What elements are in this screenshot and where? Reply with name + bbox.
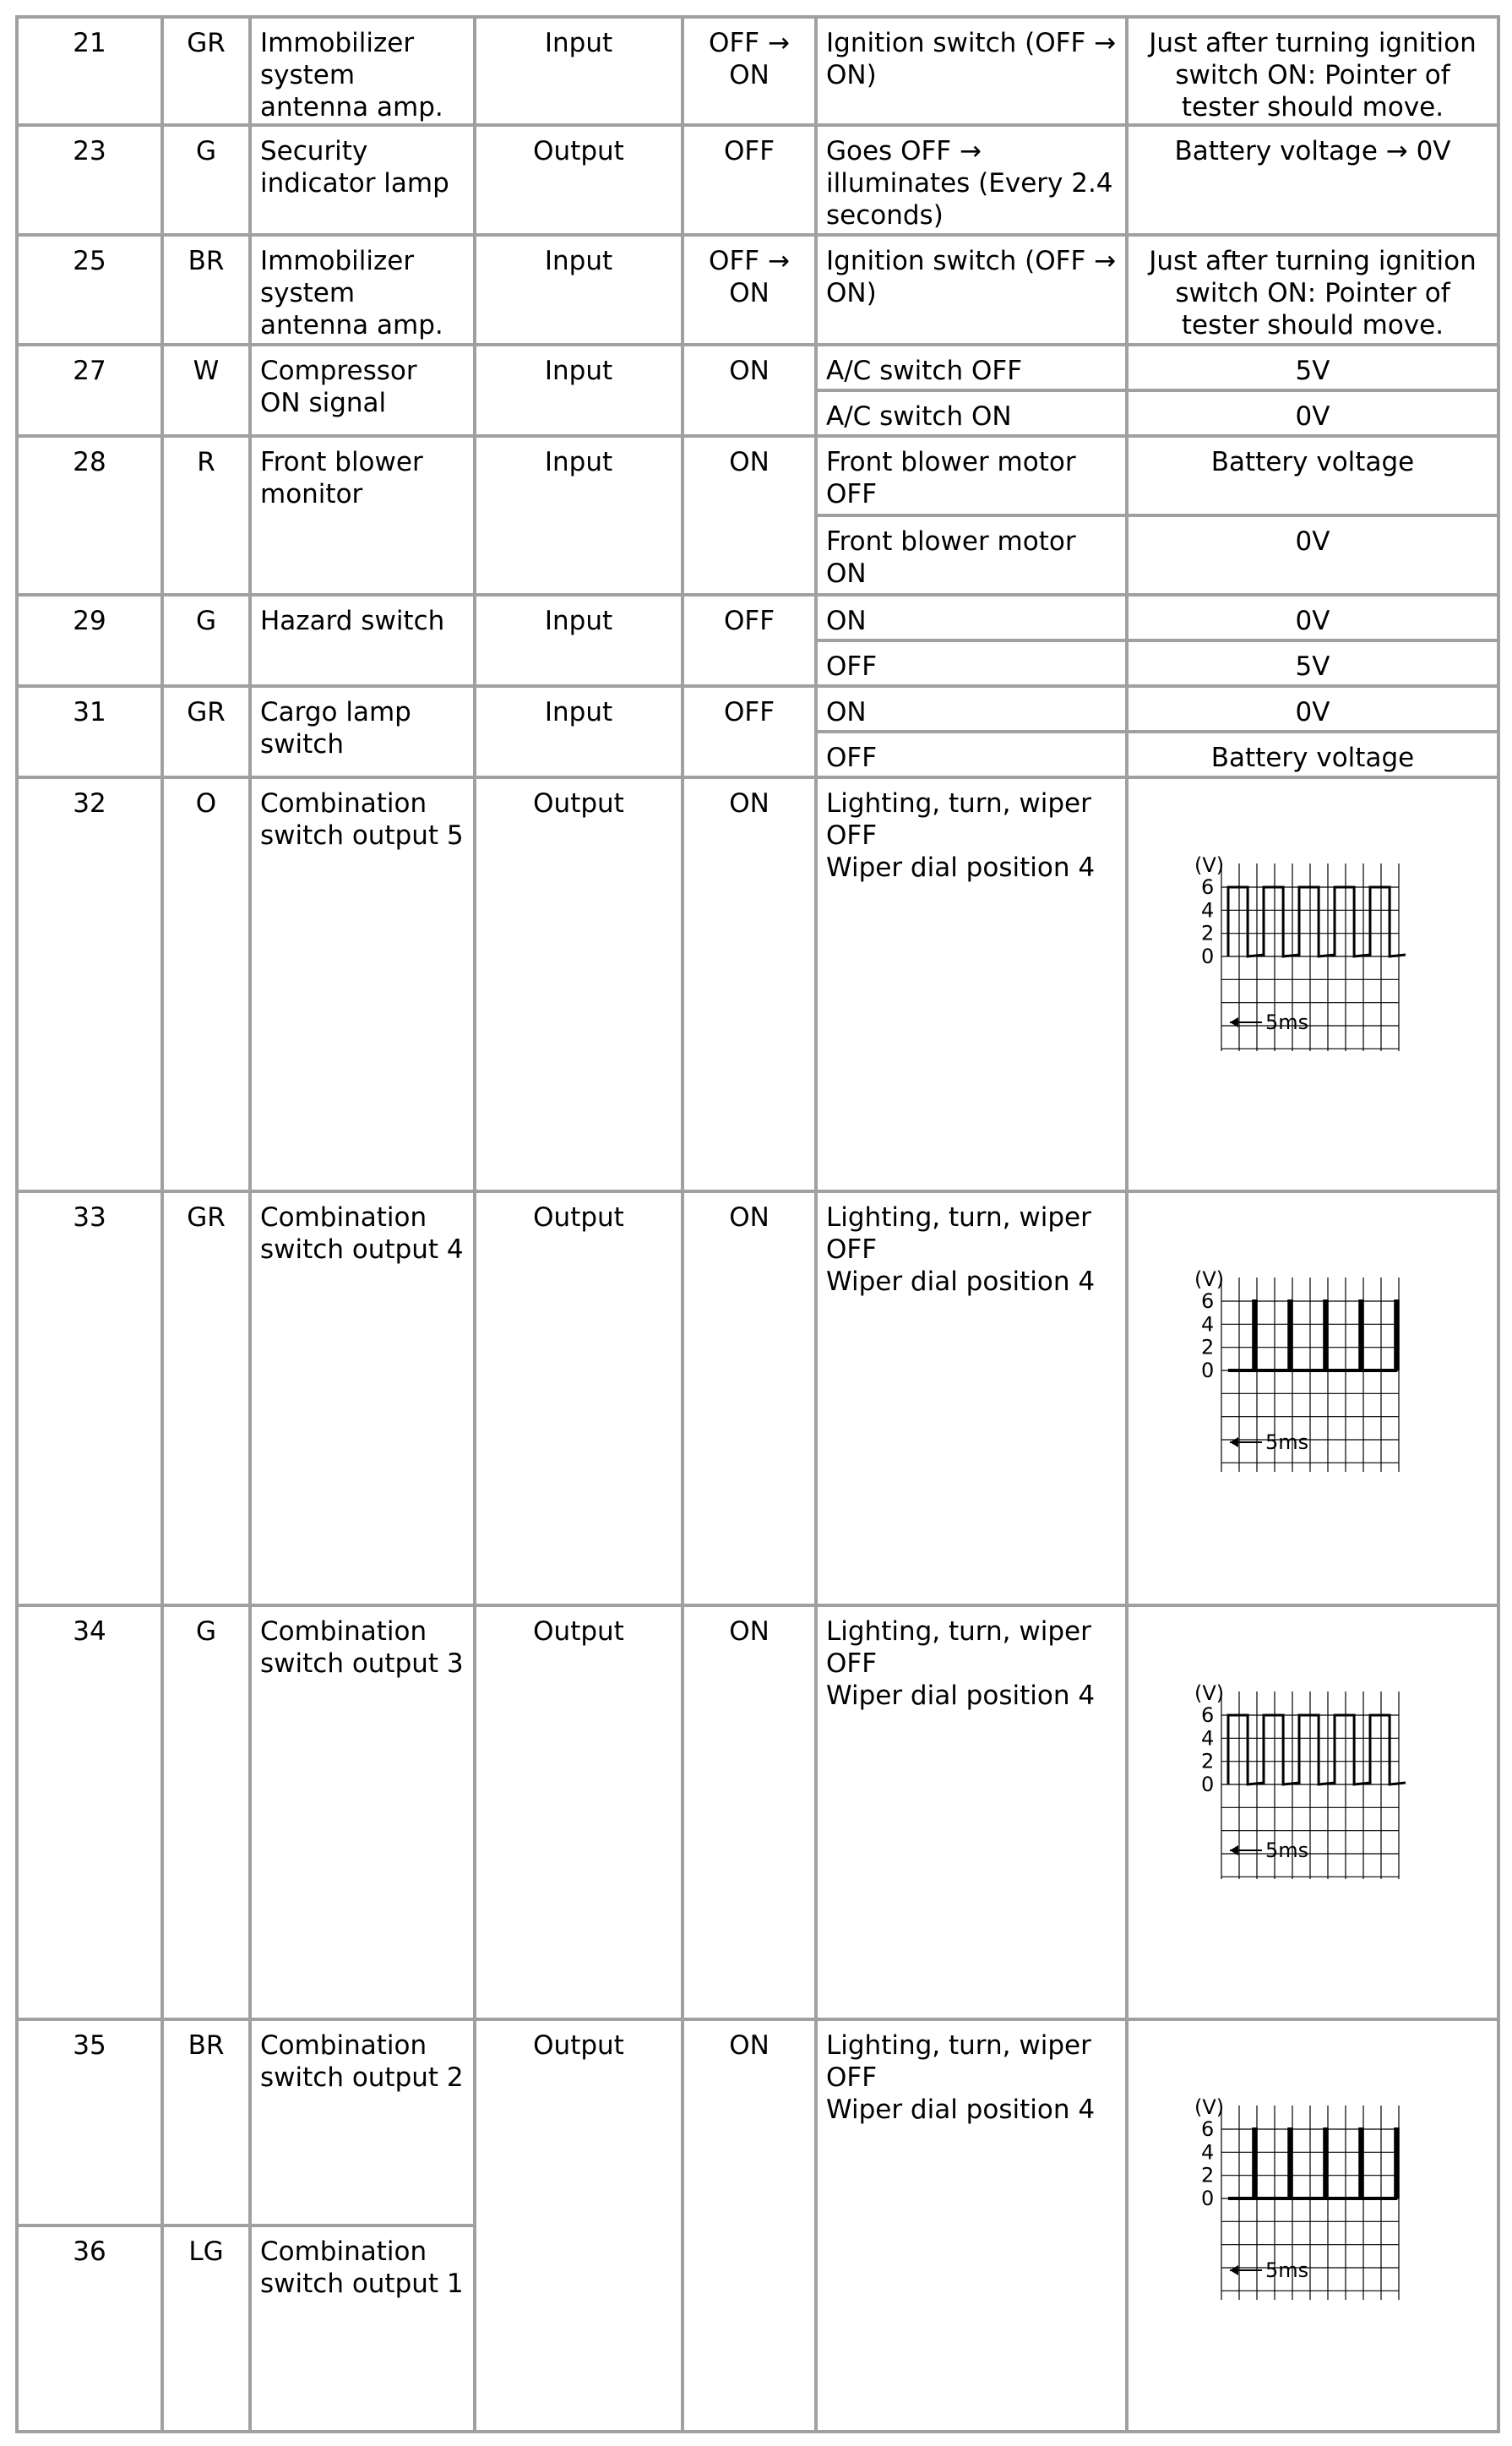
item-cell: Security indicator lamp [248, 123, 476, 237]
terminal-cell: 32 [15, 776, 164, 1193]
condition-cell: Goes OFF → illuminates (Every 2.4 seconds) [814, 123, 1129, 237]
value-cell: 5V [1125, 343, 1500, 392]
terminal-cell: 33 [15, 1190, 164, 1607]
waveform-cell [1125, 1190, 1500, 1607]
y-tick-label: 0 [1201, 1773, 1215, 1796]
ignition-cell: OFF → ON [681, 233, 818, 346]
ignition-cell: ON [681, 1604, 818, 2021]
condition-line: Lighting, turn, wiper OFF [826, 1616, 1091, 1679]
y-tick-label: 6 [1201, 1289, 1215, 1313]
waveform-plot [1188, 2097, 1407, 2308]
y-unit-label: (V) [1194, 855, 1225, 877]
condition-cell: Ignition switch (OFF → ON) [814, 15, 1129, 127]
y-tick-label: 4 [1201, 1312, 1215, 1337]
condition-line: Wiper dial position 4 [826, 1267, 1096, 1297]
value-cell: 5V [1125, 639, 1500, 688]
condition-line: Lighting, turn, wiper OFF [826, 788, 1091, 851]
wire-color-cell: LG [160, 2224, 252, 2433]
time-scale-label: 5ms [1265, 1011, 1309, 1034]
item-cell: Combination switch output 5 [248, 776, 476, 1193]
wire-color-cell: BR [160, 233, 252, 346]
y-tick-label: 6 [1201, 875, 1215, 899]
ignition-cell: OFF [681, 123, 818, 237]
y-tick-label: 0 [1201, 2187, 1215, 2210]
terminal-cell: 34 [15, 1604, 164, 2021]
terminal-cell: 36 [15, 2224, 164, 2433]
terminal-cell: 21 [15, 15, 164, 127]
y-tick-label: 2 [1201, 1335, 1215, 1359]
time-scale-label: 5ms [1265, 1430, 1309, 1454]
signal-cell: Input [473, 434, 684, 597]
terminal-cell: 29 [15, 593, 164, 688]
y-tick-label: 4 [1201, 2140, 1215, 2165]
condition-cell: Front blower motor OFF [814, 434, 1129, 517]
condition-line: Wiper dial position 4 [826, 853, 1096, 883]
wire-color-cell: W [160, 343, 252, 438]
ignition-cell: OFF [681, 593, 818, 688]
signal-cell: Input [473, 593, 684, 688]
value-cell: Just after turning ignition switch ON: Pointer of tester should move. [1125, 233, 1500, 346]
waveform-trace [1228, 1715, 1406, 1784]
time-scale-label: 5ms [1265, 1839, 1309, 1862]
signal-cell: Input [473, 233, 684, 346]
signal-cell: Input [473, 343, 684, 438]
terminal-cell: 28 [15, 434, 164, 597]
value-cell: Just after turning ignition switch ON: Pointer of tester should move. [1125, 15, 1500, 127]
condition-line: Wiper dial position 4 [826, 1681, 1096, 1711]
item-cell: Immobilizer system antenna amp. [248, 15, 476, 127]
signal-cell: Output [473, 123, 684, 237]
signal-cell: Output [473, 776, 684, 1193]
terminal-cell: 35 [15, 2018, 164, 2227]
item-cell: Cargo lamp switch [248, 684, 476, 779]
value-cell: 0V [1125, 684, 1500, 733]
item-cell: Immobilizer system antenna amp. [248, 233, 476, 346]
condition-cell: OFF [814, 639, 1129, 688]
wire-color-cell: GR [160, 15, 252, 127]
condition-cell [814, 1604, 1129, 2021]
terminal-cell: 25 [15, 233, 164, 346]
ignition-cell: ON [681, 2018, 818, 2433]
ignition-cell: ON [681, 1190, 818, 1607]
ignition-cell: OFF → ON [681, 15, 818, 127]
value-cell: Battery voltage [1125, 730, 1500, 779]
ignition-cell: ON [681, 343, 818, 438]
signal-cell: Output [473, 2018, 684, 2433]
y-tick-label: 6 [1201, 2117, 1215, 2141]
y-tick-label: 2 [1201, 921, 1215, 945]
waveform-cell [1125, 1604, 1500, 2021]
wire-color-cell: R [160, 434, 252, 597]
wire-color-cell: GR [160, 684, 252, 779]
condition-cell: Ignition switch (OFF → ON) [814, 233, 1129, 346]
condition-cell [814, 1190, 1129, 1607]
value-cell: 0V [1125, 514, 1500, 597]
time-scale-arrowhead [1230, 1437, 1238, 1447]
item-cell: Hazard switch [248, 593, 476, 688]
item-cell: Compressor ON signal [248, 343, 476, 438]
wire-color-cell: G [160, 593, 252, 688]
ignition-cell: OFF [681, 684, 818, 779]
wire-color-cell: G [160, 1604, 252, 2021]
signal-cell: Input [473, 15, 684, 127]
y-tick-label: 2 [1201, 2163, 1215, 2187]
condition-cell: A/C switch OFF [814, 343, 1129, 392]
waveform-plot [1188, 855, 1407, 1058]
value-cell: 0V [1125, 389, 1500, 438]
wire-color-cell: G [160, 123, 252, 237]
terminal-cell: 27 [15, 343, 164, 438]
wire-color-cell: GR [160, 1190, 252, 1607]
waveform-trace [1228, 1301, 1398, 1370]
item-cell: Combination switch output 4 [248, 1190, 476, 1607]
condition-cell [814, 2018, 1129, 2433]
item-cell: Combination switch output 1 [248, 2224, 476, 2433]
signal-cell: Input [473, 684, 684, 779]
waveform-trace [1228, 887, 1406, 956]
y-unit-label: (V) [1194, 1269, 1225, 1291]
y-unit-label: (V) [1194, 1683, 1225, 1705]
terminal-cell: 23 [15, 123, 164, 237]
signal-cell: Output [473, 1190, 684, 1607]
y-tick-label: 4 [1201, 1726, 1215, 1751]
waveform-plot [1188, 1683, 1407, 1886]
condition-line: Lighting, turn, wiper OFF [826, 1202, 1091, 1265]
wire-color-cell: O [160, 776, 252, 1193]
value-cell: Battery voltage → 0V [1125, 123, 1500, 237]
ignition-cell: ON [681, 776, 818, 1193]
y-tick-label: 2 [1201, 1749, 1215, 1773]
time-scale-arrowhead [1230, 2265, 1238, 2275]
signal-cell: Output [473, 1604, 684, 2021]
y-tick-label: 0 [1201, 1359, 1215, 1382]
waveform-trace [1228, 2129, 1398, 2198]
condition-line: Wiper dial position 4 [826, 2095, 1096, 2125]
terminal-cell: 31 [15, 684, 164, 779]
condition-cell: Front blower motor ON [814, 514, 1129, 597]
y-unit-label: (V) [1194, 2097, 1225, 2119]
condition-cell: ON [814, 684, 1129, 733]
condition-cell [814, 776, 1129, 1193]
ignition-cell: ON [681, 434, 818, 597]
value-cell: Battery voltage [1125, 434, 1500, 517]
condition-line: Lighting, turn, wiper OFF [826, 2030, 1091, 2093]
y-tick-label: 6 [1201, 1703, 1215, 1727]
wire-color-cell: BR [160, 2018, 252, 2227]
waveform-plot [1188, 1269, 1407, 1480]
value-cell: 0V [1125, 593, 1500, 642]
item-cell: Combination switch output 3 [248, 1604, 476, 2021]
item-cell: Combination switch output 2 [248, 2018, 476, 2227]
item-cell: Front blower monitor [248, 434, 476, 597]
time-scale-label: 5ms [1265, 2258, 1309, 2282]
waveform-cell [1125, 2018, 1500, 2433]
waveform-cell [1125, 776, 1500, 1193]
condition-cell: OFF [814, 730, 1129, 779]
y-tick-label: 0 [1201, 945, 1215, 968]
y-tick-label: 4 [1201, 898, 1215, 923]
condition-cell: ON [814, 593, 1129, 642]
condition-cell: A/C switch ON [814, 389, 1129, 438]
